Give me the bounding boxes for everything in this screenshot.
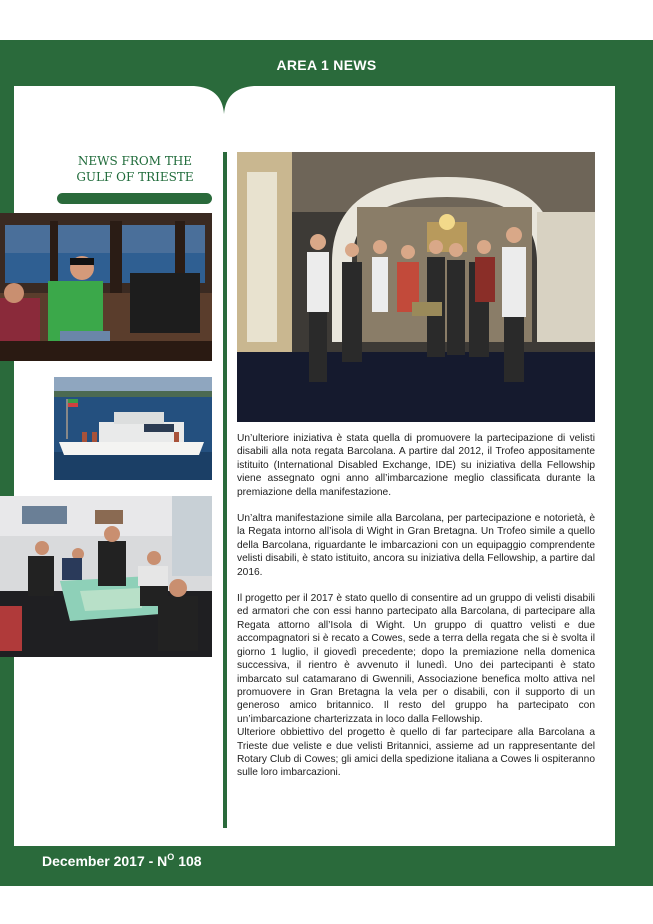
catamaran-photo bbox=[54, 377, 212, 480]
section-header: AREA 1 NEWS bbox=[276, 57, 377, 73]
sidebar-title bbox=[60, 153, 210, 185]
column-divider bbox=[223, 152, 227, 828]
article-paragraph-1: Un’ulteriore iniziativa è stata quella di promuovere la partecipazione di velisti disabili alla nota regata Barcolana. A partire dal 2012, il Trofeo appositamente istituito (International Disabled Exchange, IDE) su iniziativa della Fellowship viene assegnato ogni anno all’imbarcazione meglio classificata durante la premiazione della manifestazione. bbox=[237, 433, 595, 498]
issue-footer bbox=[42, 852, 202, 869]
article-body bbox=[237, 432, 595, 793]
article-paragraph-2: Un’altra manifestazione simile alla Barcolana, per partecipazione e notorietà, è la Regata intorno all’isola di Wight in Gran Bretagna. Un Trofeo simile a quello della Barcolana, riguardante le imbarcazioni con un equipaggio comprendente velisti disabili, è stato istituito, ancora su iniziativa della Fellowship, a partire dal 2016. bbox=[237, 513, 595, 578]
main-photo bbox=[237, 152, 595, 422]
issue-number-symbol: O bbox=[167, 852, 175, 862]
issue-number: 108 bbox=[174, 853, 202, 869]
sidebar-accent-bar bbox=[57, 193, 212, 204]
issue-prefix: December 2017 - N bbox=[42, 853, 168, 869]
sidebar-title-line1: NEWS FROM THE bbox=[77, 154, 193, 168]
chart-room-photo bbox=[0, 496, 212, 657]
article-paragraph-4: Ulteriore obbiettivo del progetto è quello di far partecipare alla Barcolana a Trieste due veliste e due velisti Britannici, assieme ad un rappresentante del Rotary Club di Cowes; gli amici della spedizione italiana a Cowes li ospiteranno sulle loro imbarcazioni. bbox=[237, 727, 595, 779]
article-paragraph-3: Il progetto per il 2017 è stato quello di consentire ad un gruppo di velisti disabili ed armatori che con essi hanno partecipato alla Barcolana, di partecipare alla Regata attorno all’Isola di Wight. Un gruppo di quattro velisti e due accompagnatori si è recato a Cowes, sede a terra della regata che si è svolta il giorno 1 luglio, il giovedì precedente; dopo la premiazione nella domenica successiva, il rientro è avvenuto il lunedì. Uno dei partecipanti è stato imbarcato sul catamarano di Gwennili, Associazione benefica molto attiva nel promuovere in Gran Bretagna la vela per o disabili, con il supporto di un generoso amico britannico. Il resto del gruppo ha partecipato con un’imbarcazione charterizzata in loco dalla Fellowship. bbox=[237, 593, 595, 725]
boat-cockpit-photo bbox=[0, 213, 212, 361]
sidebar-title-line2: GULF OF TRIESTE bbox=[76, 170, 194, 184]
